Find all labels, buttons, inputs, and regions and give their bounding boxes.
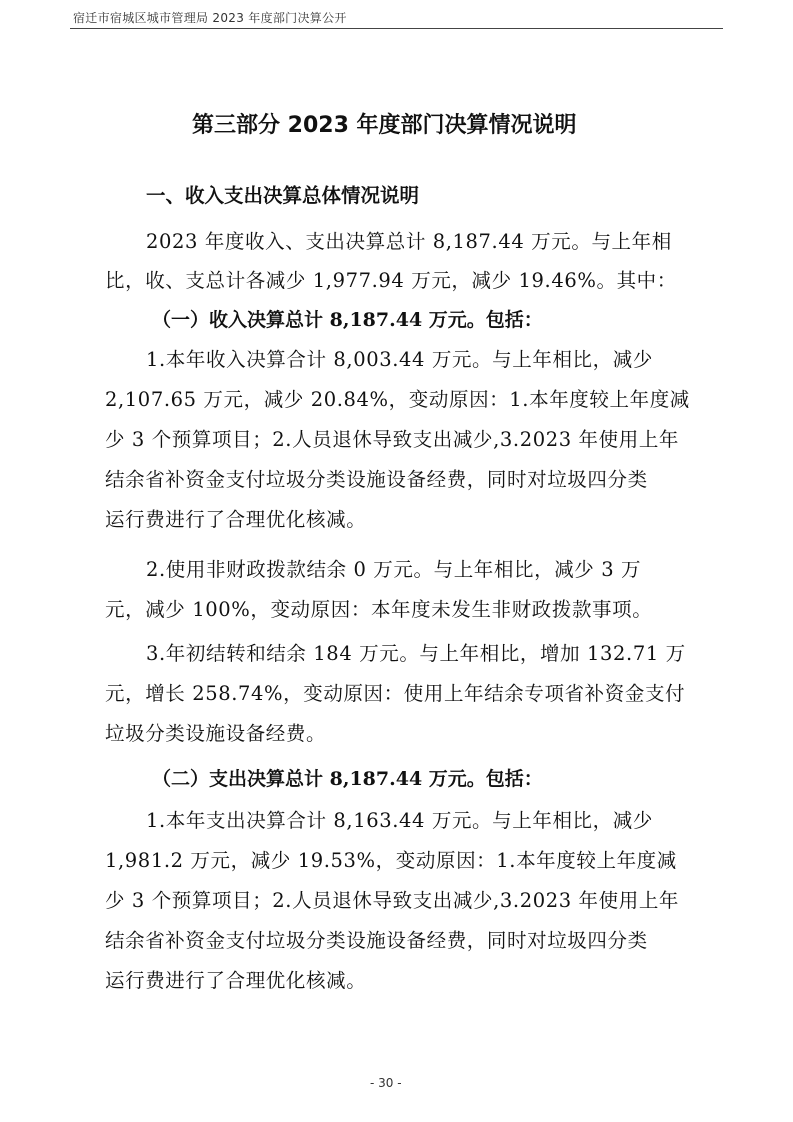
paragraph-line: 结余省补资金支付垃圾分类设施设备经费，同时对垃圾四分类 bbox=[105, 929, 648, 952]
paragraph-line: 比，收、支总计各减少 1,977.94 万元，减少 19.46%。其中： bbox=[105, 269, 677, 292]
paragraph-line: 垃圾分类设施设备经费。 bbox=[105, 722, 327, 745]
paragraph-line: 运行费进行了合理优化核减。 bbox=[105, 969, 367, 992]
paragraph-line: 结余省补资金支付垃圾分类设施设备经费，同时对垃圾四分类 bbox=[105, 468, 648, 491]
paragraph-line: 少 3 个预算项目；2.人员退休导致支出减少,3.2023 年使用上年 bbox=[105, 889, 680, 912]
paragraph-line: 2023 年度收入、支出决算总计 8,187.44 万元。与上年相 bbox=[146, 230, 672, 253]
subsection-heading-expense: （二）支出决算总计 8,187.44 万元。包括： bbox=[152, 768, 543, 790]
paragraph-line: 元，减少 100%，变动原因：本年度未发生非财政拨款事项。 bbox=[105, 598, 653, 621]
page-number: - 30 - bbox=[370, 1076, 402, 1090]
subsection-heading-income: （一）收入决算总计 8,187.44 万元。包括： bbox=[152, 309, 543, 331]
paragraph-line: 元，增长 258.74%，变动原因：使用上年结余专项省补资金支付 bbox=[105, 682, 686, 705]
paragraph-line: 1,981.2 万元，减少 19.53%，变动原因：1.本年度较上年度减 bbox=[105, 849, 677, 872]
paragraph-line: 3.年初结转和结余 184 万元。与上年相比，增加 132.71 万 bbox=[146, 642, 686, 665]
paragraph-line: 1.本年收入决算合计 8,003.44 万元。与上年相比，减少 bbox=[146, 348, 653, 371]
section-heading: 一、收入支出决算总体情况说明 bbox=[146, 184, 420, 207]
paragraph-line: 2.使用非财政拨款结余 0 万元。与上年相比，减少 3 万 bbox=[146, 558, 642, 581]
paragraph-line: 2,107.65 万元，减少 20.84%，变动原因：1.本年度较上年度减 bbox=[105, 388, 690, 411]
page-title: 第三部分 2023 年度部门决算情况说明 bbox=[192, 113, 577, 138]
paragraph-line: 1.本年支出决算合计 8,163.44 万元。与上年相比，减少 bbox=[146, 809, 653, 832]
paragraph-line: 运行费进行了合理优化核减。 bbox=[105, 508, 367, 531]
running-header: 宿迁市宿城区城市管理局 2023 年度部门决算公开 bbox=[73, 11, 347, 25]
paragraph-line: 少 3 个预算项目；2.人员退休导致支出减少,3.2023 年使用上年 bbox=[105, 428, 680, 451]
header-divider bbox=[70, 28, 723, 29]
